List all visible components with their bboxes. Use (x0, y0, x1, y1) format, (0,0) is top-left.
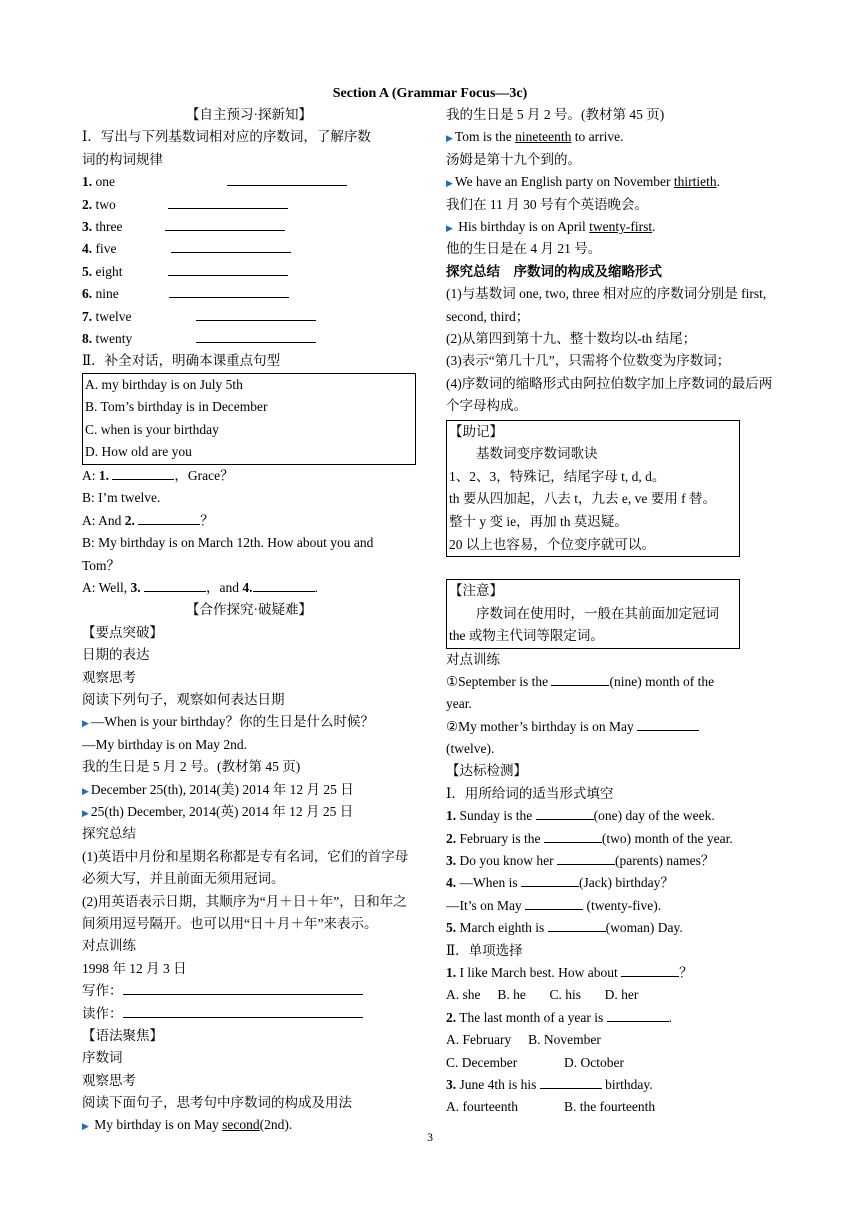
arrow-icon: ▶ (446, 133, 453, 144)
example: 我的生日是 5 月 2 号。(教材第 45 页) (82, 759, 301, 775)
choice-a[interactable]: A. fourteenth (446, 1099, 518, 1115)
summary-point: (2)从第四到第十九、整十数均以-th 结尾； (446, 330, 697, 346)
choice-row (446, 984, 776, 1006)
example: ▶ His birthday is on April twenty-first. (446, 218, 656, 234)
answer-blank[interactable] (227, 171, 347, 186)
example: ▶ December 25(th), 2014(美) 2014 年 12 月 25 日 (82, 781, 354, 797)
choice-a[interactable]: A. she (446, 987, 481, 1003)
answer-blank[interactable] (138, 510, 200, 525)
option-c: C. when is your birthday (85, 421, 219, 437)
question: 3. June 4th is his birthday. (446, 1074, 776, 1096)
dialog-line: A: Well, 3. ，and 4. . (82, 577, 416, 599)
answer-blank[interactable] (544, 828, 602, 843)
answer-blank[interactable] (171, 238, 291, 253)
write-line: 写作： (82, 980, 416, 1002)
choice-c[interactable]: C. his (549, 987, 582, 1003)
example: 汤姆是第十九个到的。 (446, 151, 581, 167)
memo-title: 【助记】 (449, 423, 503, 439)
option-b: B. Tom’s birthday is in December (85, 399, 268, 415)
arrow-icon: ▶ (82, 807, 89, 818)
subheading: 【要点突破】 (82, 624, 163, 640)
practice-item: ②My mother’s birthday is on May (446, 716, 776, 738)
memo-line: 基数词变序数词歌诀 (476, 446, 598, 462)
section-heading: 【合作探究·破疑难】 (186, 602, 312, 618)
arrow-icon: ▶ (446, 222, 453, 233)
answer-blank[interactable] (521, 872, 579, 887)
memo-line: 整十 y 变 ie，再加 th 莫迟疑。 (449, 513, 628, 529)
label: 对点训练 (82, 938, 136, 954)
question: 4. —When is (Jack) birthday？ (446, 872, 776, 894)
memo-box (446, 420, 740, 558)
choice-b[interactable]: B. the fourteenth (564, 1099, 656, 1115)
answer-blank[interactable] (196, 328, 316, 343)
date-item: 1998 年 12 月 3 日 (82, 960, 187, 976)
summary-point: (4)序数词的缩略形式由阿拉伯数字加上序数词的最后两个字母构成。 (446, 375, 773, 414)
example: ▶ My birthday is on May second(2nd). (82, 1117, 293, 1133)
choice-b[interactable]: B. he (497, 987, 526, 1003)
page-title: Section A (Grammar Focus—3c) (332, 86, 528, 101)
dialog-line: Tom？ (82, 557, 121, 573)
arrow-icon: ▶ (446, 178, 453, 189)
example: 我的生日是 5 月 2 号。(教材第 45 页) (446, 107, 665, 122)
question: 2. The last month of a year is . (446, 1007, 776, 1029)
answer-blank[interactable] (123, 1003, 363, 1018)
page-number: 3 (427, 1130, 433, 1144)
subheading: 【语法聚焦】 (82, 1027, 163, 1043)
summary-heading: 探究总结 序数词的构成及缩略形式 (446, 263, 662, 279)
choice-row (446, 1029, 776, 1051)
number-item: 4. five (82, 238, 416, 260)
example: ▶ 25(th) December, 2014(英) 2014 年 12 月 25 日 (82, 803, 354, 819)
answer-blank[interactable] (548, 917, 606, 932)
answer-blank[interactable] (112, 465, 174, 480)
example: —My birthday is on May 2nd. (82, 736, 247, 752)
answer-blank[interactable] (536, 805, 594, 820)
answer-blank[interactable] (196, 306, 316, 321)
part2-heading: Ⅱ．补全对话，明确本课重点句型 (82, 353, 281, 369)
question: 1. Sunday is the (one) day of the week. (446, 805, 776, 827)
number-item: 5. eight (82, 261, 416, 283)
left-column (82, 104, 416, 1137)
example: ▶ Tom is the nineteenth to arrive. (446, 129, 624, 145)
example: 他的生日是在 4 月 21 号。 (446, 241, 602, 257)
arrow-icon: ▶ (82, 718, 89, 729)
answer-blank[interactable] (540, 1074, 602, 1089)
summary-point: (1)英语中月份和星期名称都是专有名词，它们的首字母必须大写，并且前面无须用冠词。 (82, 848, 409, 887)
number-item: 2. two (82, 194, 416, 216)
memo-line: th 要从四加起，八去 t，九去 e, ve 要用 f 替。 (449, 491, 716, 507)
example: ▶ —When is your birthday？你的生日是什么时候？ (82, 714, 375, 730)
dialog-line: A: 1. ，Grace？ (82, 465, 416, 487)
question: 5. March eighth is (woman) Day. (446, 917, 776, 939)
practice-item: ①September is the (nine) month of the (446, 671, 776, 693)
choice-c[interactable]: C. December (446, 1054, 518, 1070)
answer-blank[interactable] (557, 850, 615, 865)
arrow-icon: ▶ (82, 1121, 89, 1132)
part-heading: Ⅱ．单项选择 (446, 942, 523, 958)
example: ▶ We have an English party on November thirtieth. (446, 174, 721, 190)
read-line: 读作： (82, 1003, 416, 1025)
memo-line: 1、2、3，特殊记，结尾字母 t, d, d。 (449, 468, 666, 484)
summary-point: (2)用英语表示日期，其顺序为“月＋日＋年”，日和年之间须用逗号隔开。也可以用“日＋月＋年”来表示。 (82, 893, 407, 931)
practice-item: year. (446, 696, 472, 712)
practice-item: (twelve). (446, 741, 495, 757)
section-heading: 【自主预习·探新知】 (186, 107, 312, 122)
label: 探究总结 (82, 826, 136, 842)
answer-blank[interactable] (637, 716, 699, 731)
choice-row (446, 1096, 776, 1118)
label: 观察思考 (82, 1072, 136, 1088)
dialog-line: A: And 2. ？ (82, 510, 416, 532)
number-item: 3. three (82, 216, 416, 238)
answer-blank[interactable] (621, 962, 679, 977)
answer-blank[interactable] (123, 980, 363, 995)
number-item: 8. twenty (82, 328, 416, 350)
answer-blank[interactable] (551, 671, 609, 686)
options-box (82, 373, 416, 465)
answer-blank[interactable] (525, 895, 583, 910)
question: 3. Do you know her (parents) names？ (446, 850, 776, 872)
memo-line: 20 以上也容易，个位变序就可以。 (449, 536, 655, 552)
choice-d[interactable]: D. October (564, 1054, 624, 1070)
arrow-icon: ▶ (82, 785, 89, 796)
question: 1. I like March best. How about ？ (446, 962, 776, 984)
choice-a[interactable]: A. February (446, 1032, 512, 1048)
part1-heading: Ⅰ．写出与下列基数词相对应的序数词，了解序数 (82, 129, 371, 145)
question: —It’s on May (twenty-five). (446, 895, 776, 917)
answer-blank[interactable] (253, 577, 315, 592)
example: 我们在 11 月 30 号有个英语晚会。 (446, 196, 648, 212)
summary-point: (1)与基数词 one, two, three 相对应的序数词分别是 first, second, third； (446, 286, 767, 324)
answer-blank[interactable] (169, 283, 289, 298)
subheading: 【达标检测】 (446, 763, 527, 779)
right-column (446, 104, 776, 1119)
answer-blank[interactable] (165, 216, 285, 231)
label: 对点训练 (446, 651, 500, 667)
option-d: D. How old are you (85, 444, 192, 460)
part-heading: Ⅰ．用所给词的适当形式填空 (446, 785, 614, 801)
summary-point: (3)表示“第几十几”，只需将个位数变为序数词； (446, 353, 731, 369)
answer-blank[interactable] (607, 1007, 669, 1022)
label: 观察思考 (82, 669, 136, 685)
instruction: 阅读下面句子，思考句中序数词的构成及用法 (82, 1095, 352, 1111)
note-body: 序数词在使用时，一般在其前面加定冠词 the 或物主代词等限定词。 (449, 605, 719, 644)
number-item: 1. one (82, 171, 416, 193)
topic: 序数词 (82, 1050, 123, 1066)
question: 2. February is the (two) month of the year. (446, 828, 776, 850)
number-item: 7. twelve (82, 306, 416, 328)
answer-blank[interactable] (168, 261, 288, 276)
choice-d[interactable]: D. her (604, 987, 639, 1003)
answer-blank[interactable] (144, 577, 206, 592)
choice-b[interactable]: B. November (528, 1032, 601, 1048)
instruction: 阅读下列句子，观察如何表达日期 (82, 691, 285, 707)
dialog-line: B: My birthday is on March 12th. How about you and (82, 535, 374, 551)
choice-row (446, 1052, 776, 1074)
dialog-line: B: I’m twelve. (82, 490, 161, 506)
topic: 日期的表达 (82, 647, 150, 663)
number-item: 6. nine (82, 283, 416, 305)
note-box (446, 579, 740, 648)
note-title: 【注意】 (449, 583, 503, 599)
answer-blank[interactable] (168, 194, 288, 209)
part1-heading-cont: 词的构词规律 (82, 151, 163, 167)
option-a: A. my birthday is on July 5th (85, 376, 243, 392)
